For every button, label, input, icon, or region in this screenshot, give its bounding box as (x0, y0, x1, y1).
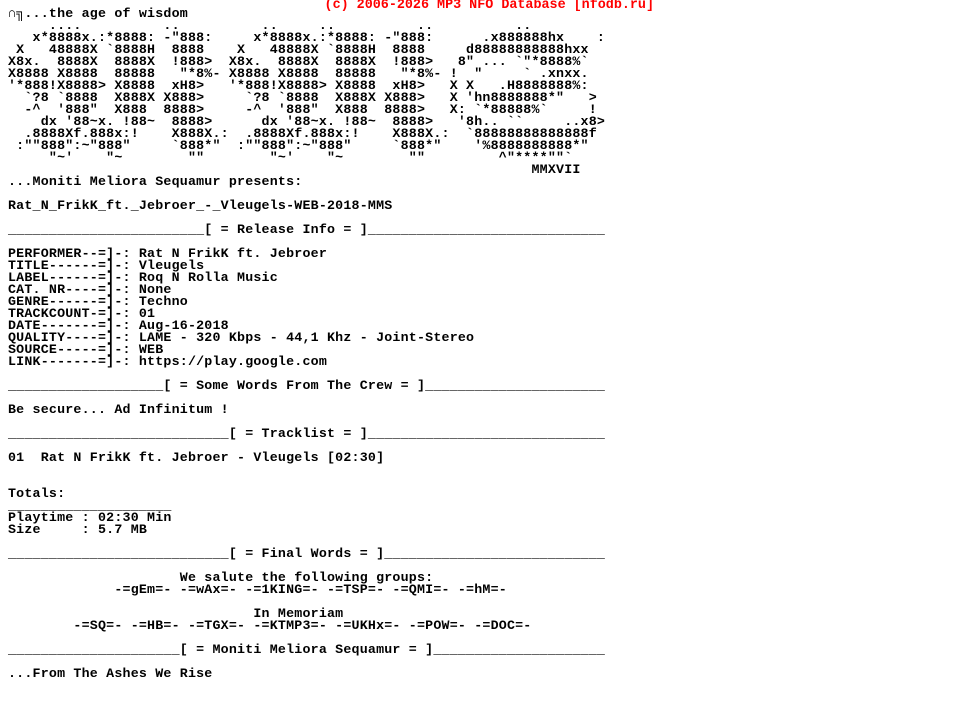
nfo-document-text: ∩╗...the age of wisdom .... .. .. .. .. .. x*8888x.:*8888: -"888: x*8888x.:*8888: -"888: .x888888hx : X 48888X `8888H 8888 X 48888X `8888H 8888 d88888888888hxx X8x. 8888X 8888X !888> X8x. 8888X 8888X !888> 8" ... `"*8888%` X8888 X8888 88888 "*8%- X8888 X8888 88888 "*8%- ! " ` .xnxx. '*888!X8888> X8888 xH8> '*888!X8888> X8888 xH8> X X .H8888888%: `?8 `8888 X888X X888> `?8 `8888 X888X X888> X 'hn8888888*" > -^ '888" X888 8888> -^ '888" X888 8888> X: `*88888%` ! dx '88~x. !88~ 8888> dx '88~x. !88~ 8888> '8h.. `` ..x8> .8888Xf.888x:! X888X.: .8888Xf.888x:! X888X.: `88888888888888f :""888":~"888" `888*" :""888":~"888" `888*" '%8888888888*" "~' "~ "" "~' "~ "" ^"****""` MMXVII ...Moniti Meliora Sequamur presents: Rat_N_FrikK_ft._Jebroer_-_Vleugels-WEB-2018-MMS ________________________[ = Release Info = ]_____________________________ PERFORMER--=]-: Rat N FrikK ft. Jebroer TITLE------=]-: Vleugels LABEL------=]-: Roq N Rolla Music CAT. NR----=]-: None GENRE------=]-: Techno TRACKCOUNT-=]-: 01 DATE-------=]-: Aug-16-2018 QUALITY----=]-: LAME - 320 Kbps - 44,1 Khz - Joint-Stereo SOURCE-----=]-: WEB LINK-------=]-: https://play.google.com ___________________[ = Some Words From The Crew = ]______________________ Be secure... Ad Infinitum ! ___________________________[ = Tracklist = ]_____________________________ 01 Rat N FrikK ft. Jebroer - Vleugels [02:30] Totals: ____________________ Playtime : 02:30 Min Size : 5.7 MB ___________________________[ = Final Words = ]___________________________ We salute the following groups: -=gEm=- -=wAx=- -=1KING=- -=TSP=- -=QMI=- -=hM=- In Memoriam -=SQ=- -=HB=- -=TGX=- -=KTMP3=- -=UKHx=- -=POW=- -=DOC=- _____________________[ = Moniti Meliora Sequamur = ]_____________________ ...From The Ashes We Rise (8, 6, 606, 681)
nfodb-watermark-link[interactable]: (c) 2006-2026 MP3 NFO Database [nfodb.ru] (324, 0, 654, 13)
